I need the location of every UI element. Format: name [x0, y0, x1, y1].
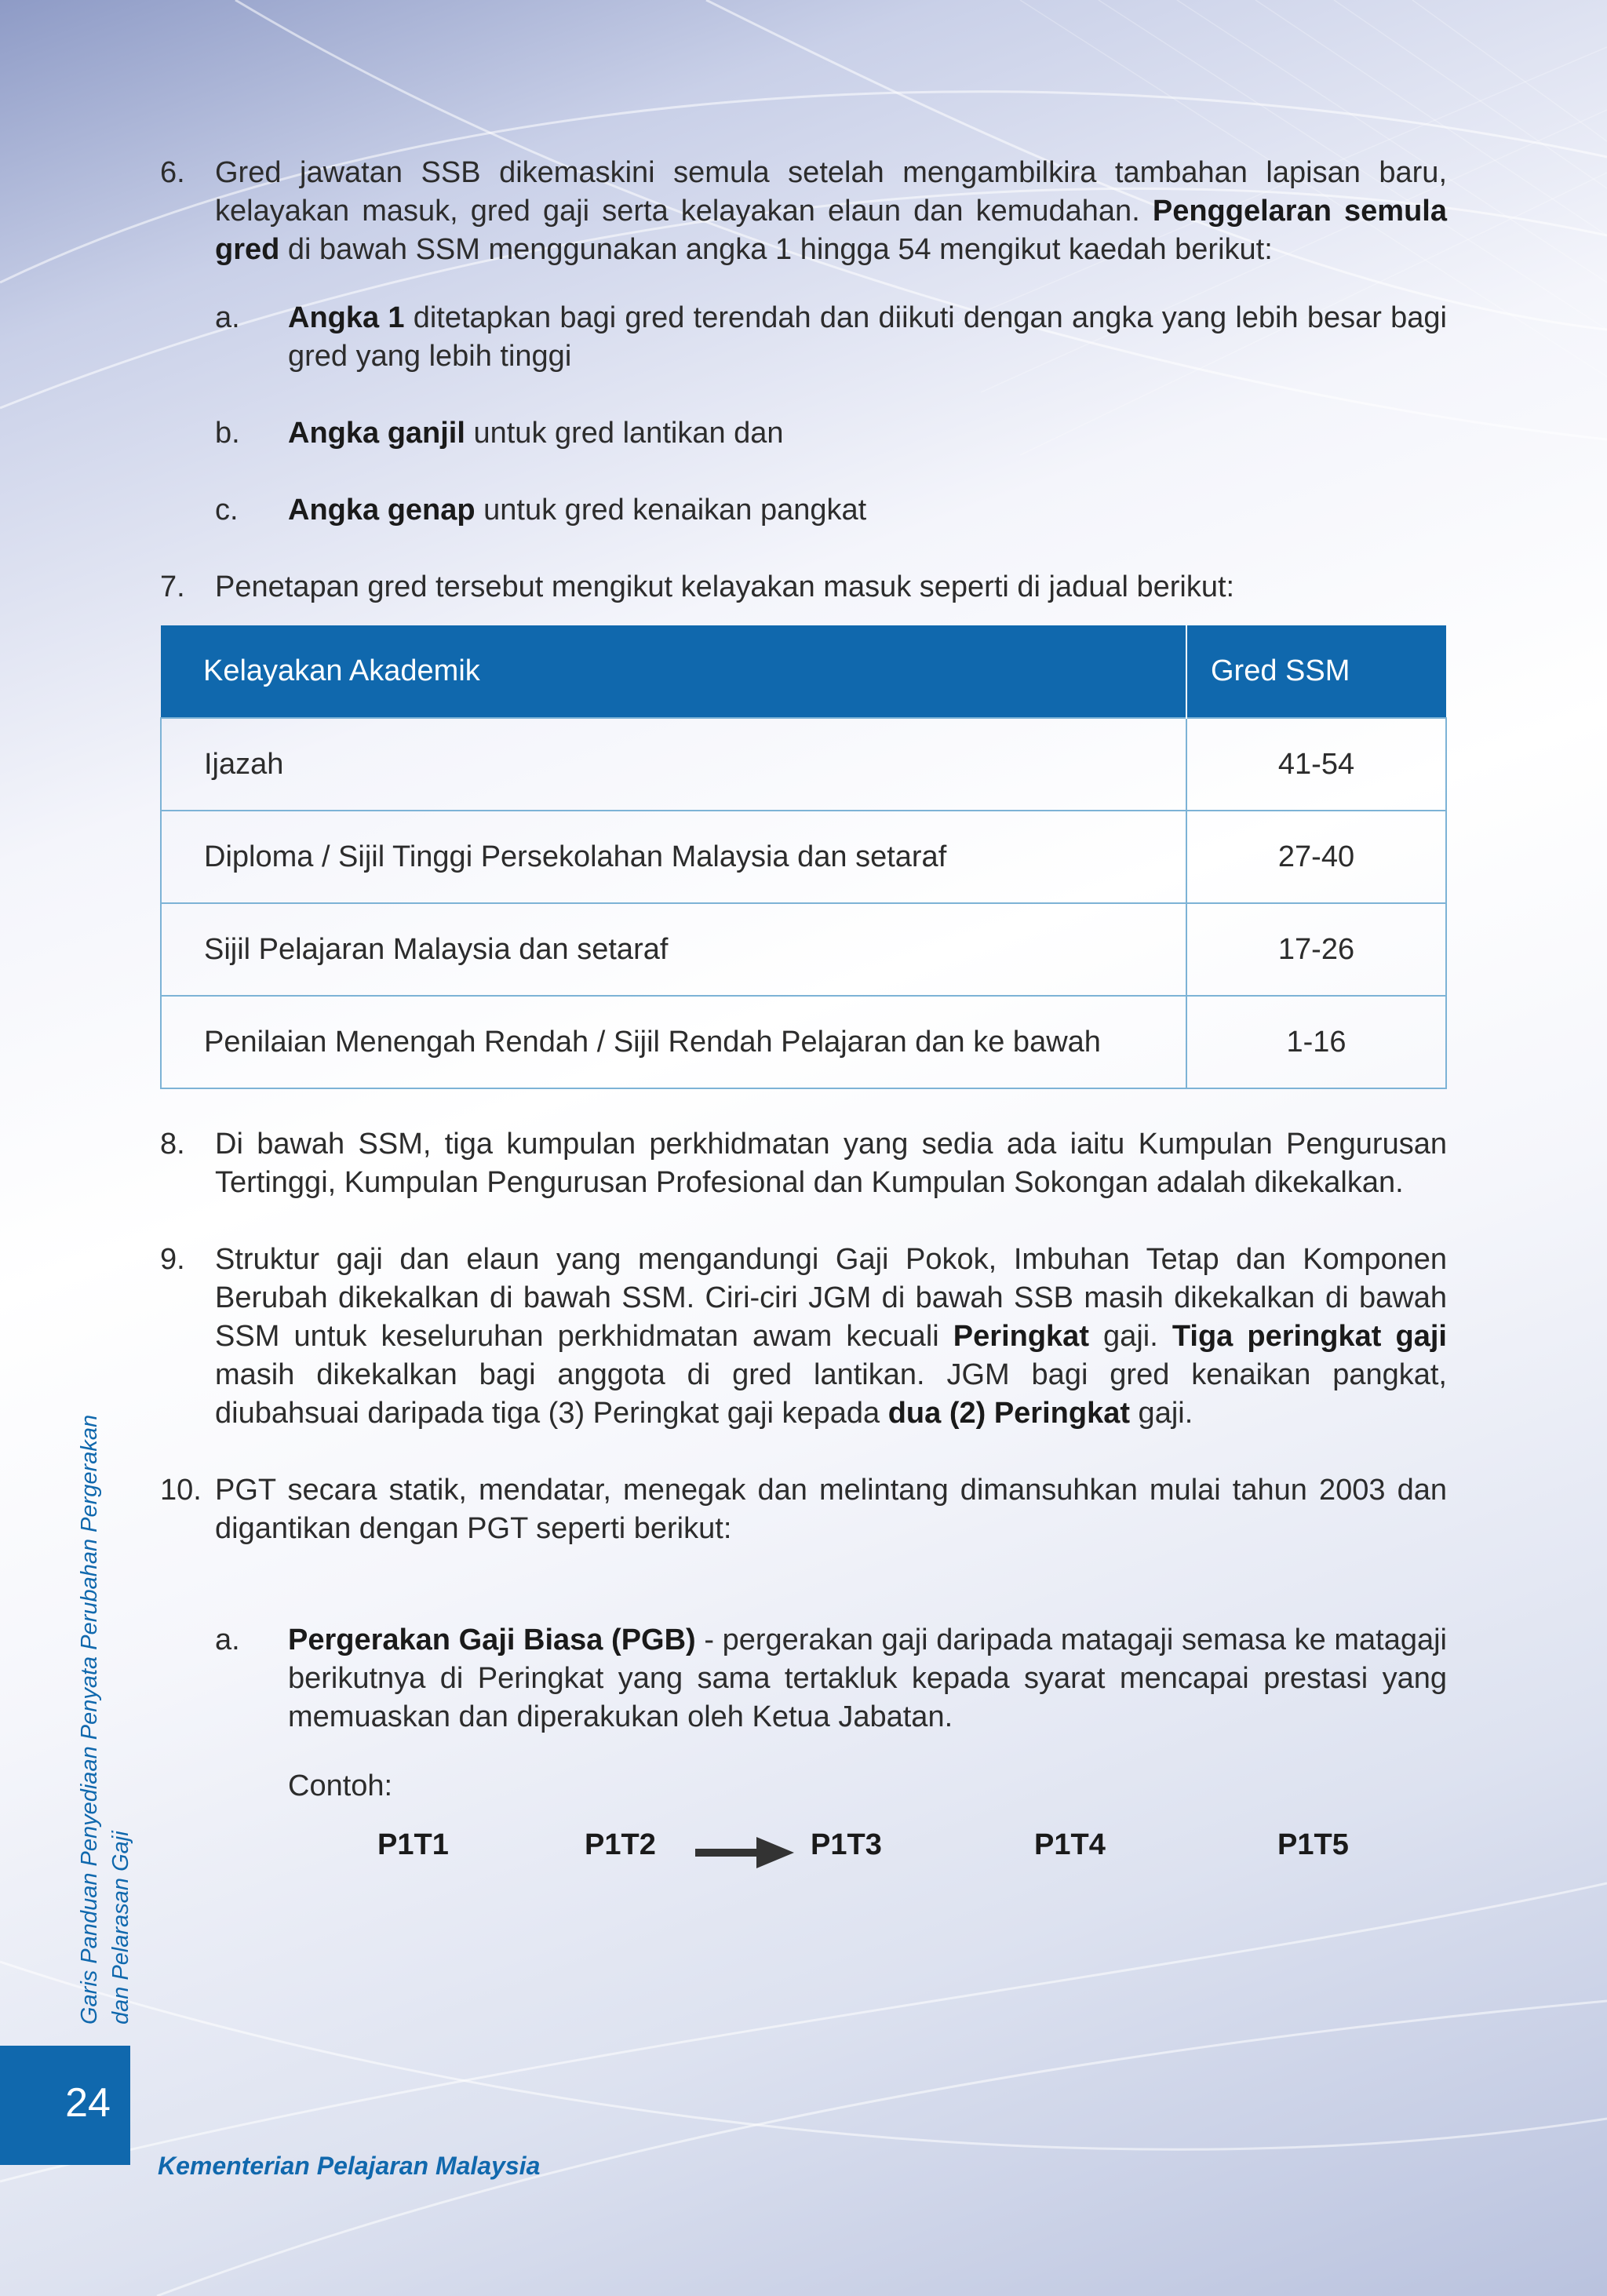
salary-step: P1T4 [1034, 1828, 1106, 1861]
list-item-8 [160, 1125, 1447, 1202]
page-content [160, 154, 1447, 1873]
sidebar-title-line: dan Pelarasan Gaji [108, 1831, 133, 2024]
right-arrow-icon [695, 1837, 794, 1868]
sub-item-pgb [215, 1621, 1447, 1737]
table-row [161, 996, 1446, 1088]
sub-item-text: Pergerakan Gaji Biasa (PGB) - pergerakan gaji daripada matagaji semasa ke matagaji berikutnya di Peringkat yang sama tertakluk kepada syarat mencapai prestasi yang memuaskan dan diperakukan oleh Ketua Jabatan. [288, 1624, 1447, 1733]
item-text: Di bawah SSM, tiga kumpulan perkhidmatan yang sedia ada iaitu Kumpulan Pengurusan Tertinggi, Kumpulan Pengurusan Profesional dan Kumpulan Sokongan adalah dikekalkan. [215, 1128, 1447, 1199]
list-item-9 [160, 1241, 1447, 1433]
qualification-cell: Sijil Pelajaran Malaysia dan setaraf [161, 903, 1186, 996]
salary-step: P1T5 [1277, 1828, 1349, 1861]
table-row [161, 903, 1446, 996]
qualification-cell: Diploma / Sijil Tinggi Persekolahan Malaysia dan setaraf [161, 811, 1186, 903]
item-number: 10. [160, 1474, 202, 1507]
list-item-10 [160, 1471, 1447, 1548]
item-number: 7. [160, 570, 185, 603]
table-row [161, 811, 1446, 903]
column-header-qualification: Kelayakan Akademik [161, 625, 1186, 718]
example-label: Contoh: [288, 1769, 393, 1802]
item-number: 6. [160, 156, 185, 189]
page-number: 24 [65, 2080, 111, 2126]
item-text: Struktur gaji dan elaun yang mengandungi Gaji Pokok, Imbuhan Tetap dan Komponen Berubah dikekalkan di bawah SSM. Ciri-ciri JGM di bawah SSB masih dikekalkan di bawah SSM untuk keseluruhan perkhidmatan awam kecuali Peringkat gaji. Tiga peringkat gaji masih dikekalkan bagi anggota di gred lantikan. JGM bagi gred kenaikan pangkat, diubahsuai daripada tiga (3) Peringkat gaji kepada dua (2) Peringkat gaji. [215, 1243, 1447, 1430]
footer-publisher: Kementerian Pelajaran Malaysia [158, 2152, 541, 2180]
salary-step: P1T1 [377, 1828, 449, 1861]
list-item-6 [160, 154, 1447, 269]
qualification-cell: Penilaian Menengah Rendah / Sijil Rendah Pelajaran dan ke bawah [161, 996, 1186, 1088]
grade-cell: 27-40 [1186, 811, 1446, 903]
column-header-grade: Gred SSM [1186, 625, 1446, 718]
sub-item-text: Angka 1 ditetapkan bagi gred terendah dan diikuti dengan angka yang lebih besar bagi gred yang lebih tinggi [288, 301, 1447, 373]
salary-step: P1T3 [811, 1828, 882, 1861]
salary-step: P1T2 [585, 1828, 656, 1861]
item-text: Gred jawatan SSB dikemaskini semula setelah mengambilkira tambahan lapisan baru, kelayakan masuk, gred gaji serta kelayakan elaun dan kemudahan. Penggelaran semula gred di bawah SSM menggunakan angka 1 hingga 54 mengikut kaedah berikut: [215, 156, 1447, 266]
item-text: Penetapan gred tersebut mengikut kelayakan masuk seperti di jadual berikut: [215, 570, 1235, 603]
table-row [161, 718, 1446, 811]
sub-item-b [215, 414, 1447, 453]
salary-step-flow [160, 1826, 1447, 1873]
sub-item-letter: a. [215, 301, 240, 334]
grade-table [160, 625, 1447, 1089]
sub-item-letter: b. [215, 417, 240, 450]
item-text: PGT secara statik, mendatar, menegak dan melintang dimansuhkan mulai tahun 2003 dan digantikan dengan PGT seperti berikut: [215, 1474, 1447, 1545]
list-item-7 [160, 568, 1447, 607]
sub-item-text: Angka ganjil untuk gred lantikan dan [288, 417, 784, 450]
sidebar-title [74, 1389, 137, 2024]
table-header-row [161, 625, 1446, 718]
grade-cell: 41-54 [1186, 718, 1446, 811]
sub-item-letter: c. [215, 494, 239, 527]
sub-item-letter: a. [215, 1624, 240, 1656]
item-number: 9. [160, 1243, 185, 1276]
qualification-cell: Ijazah [161, 718, 1186, 811]
sidebar-title-line: Garis Panduan Penyediaan Penyata Perubahan Pergerakan [77, 1414, 102, 2024]
sub-item-a [215, 299, 1447, 376]
sub-item-c [215, 491, 1447, 530]
item-number: 8. [160, 1128, 185, 1161]
sub-item-text: Angka genap untuk gred kenaikan pangkat [288, 494, 867, 527]
grade-cell: 1-16 [1186, 996, 1446, 1088]
grade-cell: 17-26 [1186, 903, 1446, 996]
